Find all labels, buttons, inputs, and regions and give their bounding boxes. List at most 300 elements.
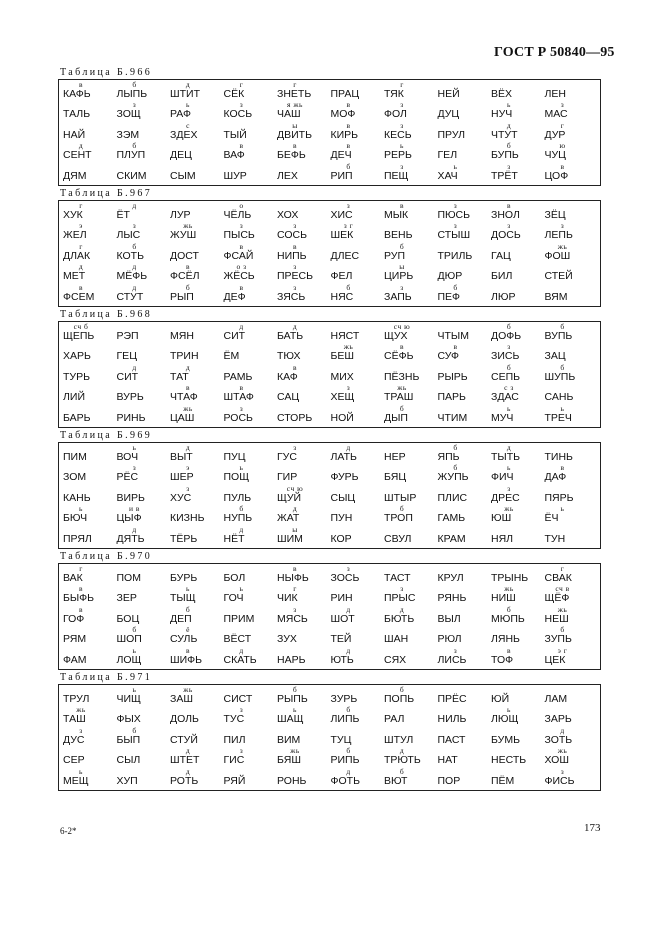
syllable-word: ЗЕР	[116, 592, 137, 605]
table-caption: Таблица Б.967	[60, 188, 153, 199]
syllable-word: ПОПЬ	[384, 693, 415, 705]
syllable-cell	[63, 686, 117, 706]
syllable-cell	[170, 384, 224, 404]
syllable-word: МЮПЬ	[491, 612, 525, 625]
transcription-mark: б	[453, 463, 458, 473]
syllable-cell	[170, 485, 224, 505]
syllable-cell	[170, 464, 224, 484]
transcription-mark: б	[292, 685, 298, 694]
transcription-mark: з	[293, 262, 297, 272]
transcription-mark: б	[560, 362, 565, 372]
syllable-cell	[117, 384, 171, 404]
syllable-cell	[331, 727, 385, 747]
syllable-cell	[438, 485, 492, 505]
syllable-word: ЗУПЬ	[544, 633, 572, 646]
transcription-mark: в	[506, 645, 512, 655]
syllable-cell	[384, 444, 438, 464]
syllable-word: РОСЬ	[223, 411, 253, 424]
syllable-word: ДВИТЬ	[277, 128, 312, 141]
syllable-word: ВИМ	[277, 733, 301, 746]
syllable-cell	[277, 626, 331, 646]
syllable-word: ЦЫФ	[116, 512, 142, 525]
syllable-cell	[117, 243, 171, 263]
syllable-word: ПРЕСЬ	[277, 270, 314, 283]
syllable-cell	[384, 364, 438, 384]
transcription-mark: ь	[186, 584, 190, 594]
syllable-word: МУЧ	[491, 411, 514, 424]
syllable-cell	[224, 747, 278, 767]
transcription-mark: б	[185, 282, 191, 292]
syllable-cell	[224, 565, 278, 585]
syllable-word: ВУПЬ	[544, 330, 573, 342]
table-row	[63, 464, 596, 484]
syllable-word: ЛИЙ	[63, 391, 85, 404]
syllable-word: ЗОМ	[63, 471, 87, 484]
syllable-word: ДОСТ	[170, 249, 199, 262]
transcription-mark: в	[78, 282, 84, 292]
syllable-word: БЫФЬ	[63, 592, 95, 605]
syllable-word: БЫП	[116, 733, 141, 746]
syllable-cell	[331, 284, 385, 304]
syllable-cell	[438, 706, 492, 726]
syllable-word: ПИЛ	[223, 733, 246, 746]
syllable-cell	[117, 343, 171, 363]
syllable-word: СКАТЬ	[223, 653, 257, 666]
transcription-mark: з	[186, 483, 190, 493]
syllable-word: БЕФЬ	[277, 149, 306, 162]
table-row	[63, 706, 596, 726]
syllable-cell	[331, 163, 385, 183]
syllable-word: РОТЬ	[170, 774, 199, 787]
syllable-cell	[224, 606, 278, 626]
syllable-cell	[438, 444, 492, 464]
syllable-cell	[384, 243, 438, 263]
syllable-word: БУМЬ	[491, 733, 520, 746]
transcription-mark: э	[79, 221, 83, 231]
syllable-word: ГИС	[223, 754, 245, 767]
table-block	[58, 308, 601, 428]
syllable-cell	[224, 686, 278, 706]
syllable-cell	[545, 747, 599, 767]
syllable-word: ЦЕК	[544, 653, 566, 666]
syllable-cell	[117, 505, 171, 525]
syllable-word: ПЮСЬ	[437, 209, 471, 221]
syllable-cell	[277, 686, 331, 706]
syllable-word: КРАМ	[437, 532, 466, 545]
syllable-word: КАФЬ	[63, 88, 91, 100]
transcription-mark: ы	[292, 120, 298, 130]
syllable-cell	[384, 405, 438, 425]
syllable-word: ПУН	[330, 512, 353, 525]
syllable-word: ХУП	[116, 774, 138, 787]
syllable-word: СТЕЙ	[544, 270, 573, 283]
syllable-word: ЁТ	[116, 209, 130, 221]
transcription-mark: з	[293, 282, 297, 292]
syllable-cell	[117, 626, 171, 646]
syllable-cell	[331, 142, 385, 162]
syllable-word: ЧИК	[277, 592, 298, 605]
syllable-cell	[384, 142, 438, 162]
syllable-cell	[170, 706, 224, 726]
syllable-word: ПОЩ	[223, 471, 250, 484]
syllable-cell	[331, 505, 385, 525]
syllable-cell	[63, 384, 117, 404]
syllable-cell	[545, 343, 599, 363]
syllable-cell	[545, 686, 599, 706]
transcription-mark: г	[79, 201, 83, 210]
syllable-cell	[117, 526, 171, 546]
syllable-word: ВЕНЬ	[384, 229, 413, 242]
syllable-cell	[117, 647, 171, 667]
syllable-cell	[331, 626, 385, 646]
syllable-cell	[277, 101, 331, 121]
syllable-word: ДЮР	[437, 270, 463, 283]
syllable-word: ФСЕМ	[63, 290, 95, 303]
syllable-cell	[224, 384, 278, 404]
syllable-word: ДЫП	[384, 411, 408, 424]
transcription-mark: в	[239, 241, 244, 251]
syllable-word: НУЧ	[491, 108, 513, 121]
syllable-cell	[331, 384, 385, 404]
syllable-word: НИЛЬ	[437, 713, 467, 726]
transcription-mark: б	[346, 161, 351, 171]
syllable-word: ГУС	[277, 451, 297, 463]
transcription-mark: б	[132, 241, 137, 251]
syllable-cell	[491, 343, 545, 363]
table-row	[63, 444, 596, 464]
syllable-word: БЮЧ	[63, 512, 88, 525]
transcription-mark: б	[560, 322, 565, 331]
syllable-word: ЛЫПЬ	[116, 88, 148, 100]
syllable-word: ЧЁЛЬ	[223, 209, 252, 221]
syllable-cell	[491, 647, 545, 667]
syllable-word: НАТ	[437, 754, 458, 767]
syllable-word: ФОЛ	[384, 108, 407, 121]
syllable-word: ШОТ	[330, 612, 355, 625]
syllable-word: МЯН	[170, 330, 194, 342]
syllable-word: РИП	[330, 169, 353, 182]
syllable-cell	[63, 101, 117, 121]
syllable-word: ЗЭМ	[116, 128, 140, 141]
syllable-word: ГЕЛ	[437, 149, 458, 162]
footer-left-mark: 6-2*	[60, 826, 77, 836]
syllable-cell	[491, 405, 545, 425]
table-row	[63, 142, 596, 162]
transcription-mark: сч в	[555, 584, 570, 594]
syllable-cell	[491, 444, 545, 464]
syllable-cell	[384, 585, 438, 605]
transcription-mark: ь	[132, 685, 137, 694]
syllable-cell	[224, 142, 278, 162]
transcription-mark: жь	[183, 685, 193, 694]
syllable-cell	[331, 122, 385, 142]
syllable-word: БОЛ	[223, 572, 246, 584]
syllable-cell	[491, 565, 545, 585]
syllable-cell	[277, 284, 331, 304]
tables-container	[58, 66, 601, 792]
syllable-cell	[438, 163, 492, 183]
syllable-cell	[170, 505, 224, 525]
syllable-cell	[331, 323, 385, 343]
syllable-word: ДУР	[544, 128, 566, 141]
syllable-cell	[438, 505, 492, 525]
syllable-word: ЮШ	[491, 512, 512, 525]
syllable-word: ТРАШ	[384, 391, 414, 404]
syllable-cell	[277, 647, 331, 667]
syllable-cell	[224, 647, 278, 667]
syllable-word: РЮЛ	[437, 633, 462, 646]
syllable-cell	[545, 243, 599, 263]
syllable-cell	[438, 727, 492, 747]
transcription-mark: б	[399, 241, 405, 251]
syllable-word: ЖЕЛ	[63, 229, 87, 242]
transcription-mark: в	[346, 100, 351, 110]
syllable-word: СЫЦ	[330, 491, 356, 504]
syllable-word: ЮТЬ	[330, 653, 354, 666]
syllable-word: МАС	[544, 108, 568, 121]
syllable-word: СВАК	[544, 572, 572, 584]
syllable-word: СТУТ	[116, 290, 144, 303]
syllable-cell	[63, 405, 117, 425]
syllable-cell	[331, 606, 385, 626]
syllable-word: ЯПЬ	[437, 451, 460, 463]
transcription-mark: б	[506, 322, 512, 331]
syllable-cell	[491, 122, 545, 142]
syllable-cell	[277, 163, 331, 183]
syllable-word: БЯЦ	[384, 471, 407, 484]
table-box	[58, 200, 601, 307]
syllable-word: КЕСЬ	[384, 128, 412, 141]
transcription-mark: б	[399, 403, 405, 413]
syllable-cell	[63, 727, 117, 747]
transcription-mark: з	[400, 100, 404, 110]
transcription-mark: з	[507, 221, 511, 231]
syllable-cell	[491, 284, 545, 304]
syllable-word: ФОТЬ	[330, 774, 360, 787]
syllable-word: ПЕФ	[437, 290, 461, 303]
syllable-word: ХОХ	[277, 209, 299, 221]
syllable-cell	[277, 122, 331, 142]
transcription-mark: в	[78, 604, 84, 614]
syllable-word: ЁЧ	[544, 512, 559, 525]
transcription-mark: г	[79, 564, 83, 573]
syllable-cell	[545, 263, 599, 283]
syllable-word: БАРЬ	[63, 411, 91, 424]
syllable-word: НЫФЬ	[277, 572, 309, 584]
table-row	[63, 747, 596, 767]
syllable-word: МЕТ	[63, 270, 86, 283]
syllable-cell	[545, 163, 599, 183]
syllable-word: ШЕК	[330, 229, 354, 242]
syllable-cell	[491, 101, 545, 121]
syllable-cell	[491, 585, 545, 605]
transcription-mark: з	[507, 342, 511, 352]
syllable-cell	[117, 222, 171, 242]
syllable-word: ДЕФ	[223, 290, 246, 303]
syllable-word: НИПЬ	[277, 249, 307, 262]
syllable-cell	[545, 122, 599, 142]
transcription-mark: в	[292, 141, 298, 151]
transcription-mark: з	[293, 604, 297, 614]
transcription-mark: в	[506, 201, 512, 210]
syllable-cell	[170, 101, 224, 121]
syllable-word: ШТЫР	[384, 491, 417, 504]
syllable-word: ТРИЛЬ	[437, 249, 473, 262]
transcription-mark: сч ю	[393, 322, 411, 331]
syllable-word: ВОЧ	[116, 451, 139, 463]
syllable-cell	[63, 647, 117, 667]
syllable-cell	[438, 606, 492, 626]
syllable-word: ПРУЛ	[437, 128, 466, 141]
transcription-mark: д	[78, 262, 84, 272]
syllable-cell	[491, 384, 545, 404]
syllable-word: КАНЬ	[63, 491, 91, 504]
syllable-word: ФСАЙ	[223, 249, 254, 262]
table-caption: Таблица Б.971	[60, 672, 153, 683]
syllable-cell	[384, 163, 438, 183]
table-row	[63, 263, 596, 283]
syllable-word: ЗОТЬ	[544, 733, 573, 746]
syllable-cell	[170, 606, 224, 626]
syllable-cell	[384, 485, 438, 505]
syllable-word: СУЛЬ	[170, 633, 198, 646]
syllable-word: РАФ	[170, 108, 191, 121]
syllable-word: ЛАМ	[544, 693, 568, 705]
syllable-word: ЗДЕХ	[170, 128, 198, 141]
syllable-cell	[224, 81, 278, 101]
syllable-cell	[63, 626, 117, 646]
syllable-cell	[224, 585, 278, 605]
transcription-mark: жь	[557, 604, 568, 614]
syllable-cell	[224, 202, 278, 222]
transcription-mark: в	[239, 141, 244, 151]
syllable-cell	[331, 747, 385, 767]
syllable-word: ЛЫС	[116, 229, 141, 242]
syllable-word: ЗОСЬ	[330, 572, 360, 584]
syllable-word: ДАФ	[544, 471, 567, 484]
transcription-mark: ь	[400, 141, 404, 151]
syllable-word: ХОШ	[544, 754, 569, 767]
syllable-cell	[277, 323, 331, 343]
syllable-cell	[438, 142, 492, 162]
syllable-word: СИТ	[223, 330, 246, 342]
syllable-cell	[277, 526, 331, 546]
transcription-mark: з	[507, 161, 511, 171]
transcription-mark: з	[560, 766, 565, 776]
syllable-word: КОСЬ	[223, 108, 253, 121]
syllable-cell	[117, 284, 171, 304]
syllable-word: ВЫЛ	[437, 612, 461, 625]
syllable-cell	[491, 222, 545, 242]
syllable-cell	[438, 243, 492, 263]
syllable-cell	[170, 626, 224, 646]
syllable-cell	[545, 606, 599, 626]
transcription-mark: д	[239, 524, 244, 534]
syllable-cell	[224, 706, 278, 726]
syllable-cell	[63, 585, 117, 605]
transcription-mark: о	[239, 201, 244, 210]
syllable-cell	[438, 222, 492, 242]
syllable-word: БОЦ	[116, 612, 140, 625]
table-row	[63, 122, 596, 142]
table-row	[63, 163, 596, 183]
syllable-word: ТАТ	[170, 370, 189, 383]
syllable-word: ШУПЬ	[544, 370, 576, 383]
transcription-mark: жь	[290, 746, 300, 756]
transcription-mark: б	[453, 443, 458, 452]
transcription-mark: г	[560, 564, 565, 573]
transcription-mark: з	[239, 705, 244, 715]
transcription-mark: ь	[132, 443, 137, 452]
syllable-word: ФИСЬ	[544, 774, 575, 787]
syllable-word: ЩУХ	[384, 330, 408, 342]
transcription-mark: д	[239, 322, 244, 331]
syllable-word: ПРАЦ	[330, 88, 360, 100]
transcription-mark: з	[293, 443, 297, 452]
transcription-mark: д	[292, 322, 298, 331]
transcription-mark: б	[453, 282, 458, 292]
transcription-mark: сч ю	[286, 483, 304, 493]
syllable-cell	[438, 101, 492, 121]
syllable-word: СЁК	[223, 88, 245, 100]
syllable-cell	[63, 222, 117, 242]
syllable-cell	[545, 142, 599, 162]
syllable-word: САНЬ	[544, 391, 574, 404]
syllable-word: РАМЬ	[223, 370, 253, 383]
syllable-cell	[277, 263, 331, 283]
transcription-mark: в	[292, 241, 298, 251]
syllable-word: МЁФЬ	[116, 270, 148, 283]
syllable-word: НАРЬ	[277, 653, 306, 666]
table-row	[63, 526, 596, 546]
transcription-mark: о з	[236, 262, 247, 272]
syllable-word: ТРИН	[170, 350, 199, 363]
transcription-mark: з	[132, 100, 137, 110]
syllable-word: БАТЬ	[277, 330, 304, 342]
syllable-cell	[277, 81, 331, 101]
syllable-word: ЛЯНЬ	[491, 633, 520, 646]
syllable-cell	[331, 101, 385, 121]
syllable-cell	[117, 747, 171, 767]
syllable-word: КАФ	[277, 370, 298, 383]
syllable-word: РИНЬ	[116, 411, 146, 424]
syllable-cell	[170, 163, 224, 183]
syllable-word: ХАЧ	[437, 169, 458, 182]
syllable-word: ВЁСТ	[223, 633, 252, 646]
syllable-cell	[170, 263, 224, 283]
syllable-cell	[117, 323, 171, 343]
syllable-word: ХУС	[170, 491, 192, 504]
syllable-word: ЧУЦ	[544, 149, 566, 162]
syllable-word: ЗДАС	[491, 391, 519, 404]
syllable-word: РОНЬ	[277, 774, 307, 787]
syllable-cell	[63, 202, 117, 222]
transcription-mark: жь	[504, 584, 514, 594]
syllable-word: ЖАТ	[277, 512, 300, 525]
syllable-cell	[384, 122, 438, 142]
syllable-cell	[170, 284, 224, 304]
syllable-word: ШТУЛ	[384, 733, 414, 746]
syllable-word: НАЙ	[63, 128, 86, 141]
syllable-word: ЗУХ	[277, 633, 297, 646]
syllable-word: ДЕЧ	[330, 149, 352, 162]
syllable-word: ТУРЬ	[63, 370, 90, 383]
syllable-word: СЫЛ	[116, 754, 141, 767]
syllable-cell	[384, 706, 438, 726]
syllable-word: НИШ	[491, 592, 516, 605]
syllable-word: ЗЯСЬ	[277, 290, 306, 303]
syllable-cell	[277, 243, 331, 263]
